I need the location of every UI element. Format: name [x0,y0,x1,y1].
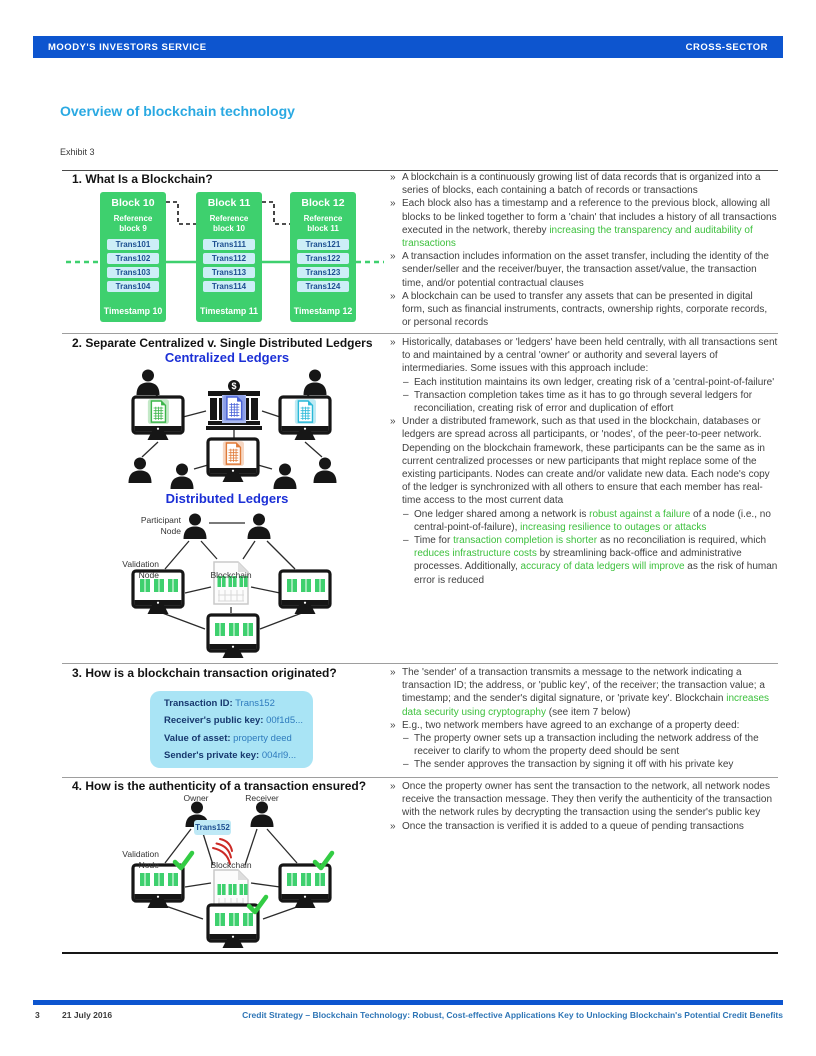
field-label: Value of asset: [164,732,231,744]
transaction-chip: Trans122 [297,253,349,264]
transaction-chip: Trans101 [107,239,159,250]
page-title: Overview of blockchain technology [60,103,295,119]
bullet-text: Each institution maintains its own ledger, creating risk of a 'central-point-of-failure' [414,376,775,388]
bullet-text: Historically, databases or 'ledgers' have been held centrally, with all transactions sent to and maintained by a central 'owner' or authority and several layers of intermediaries. Some issues with this approach include: [402,337,778,375]
footer-row [0,1010,816,1024]
bullet-marker: » [390,820,396,832]
bullet-marker: » [390,251,396,263]
bullet-item [390,389,778,415]
bullet-text: Transaction completion takes time as it has to go through several ledgers for reconciliation, creating risk of error and duplication of effort [414,389,753,415]
divider [62,333,778,334]
person-icon [137,370,160,396]
bullet-marker: » [390,781,396,792]
bullet-text: Once the transaction is verified it is added to a queue of pending transactions [402,820,744,832]
bullet-item [390,508,778,534]
bullet-marker: » [390,719,396,731]
checkmark-icon [175,853,192,868]
field-value: 00f1d5... [266,715,304,727]
field-label: Transaction ID: [164,697,233,709]
asset-value-row [164,733,313,744]
section-3-heading: 3. How is a blockchain transaction originated? [72,666,337,680]
monitor-icon [208,615,258,658]
owner-label: Owner [183,793,209,803]
person-icon [314,458,337,484]
section-4-heading: 4. How is the authenticity of a transaction ensured? [72,779,367,793]
footer-bar [33,1000,783,1005]
bullet-marker: » [390,172,396,183]
person-icon [248,514,271,540]
ledger-icon [148,399,169,424]
transaction-id-row [164,698,313,709]
section-1-heading: 1. What Is a Blockchain? [72,172,213,186]
bullet-text: The sender approves the transaction by signing it off with his private key [414,759,734,771]
bullet-marker: – [403,733,409,745]
bullet-text: Under a distributed framework, such as that used in the blockchain, databases or ledgers are spread across all participants, or 'nodes', of the peer-to-peer network. Depending on the blockchain framework, these participants can be the same as in current centralized processes or new participants that might replace some of the existing participants. Nodes can create and/or validate new data. Each node's copy of the ledger is synchronized with all others to ensure that each member has real-time access to the most current data [402,416,770,507]
brand-name: MOODY'S INVESTORS SERVICE [48,41,207,53]
section-3-bullets [390,666,778,772]
validation-node-label: Validation Node [122,559,159,580]
bullet-marker: – [403,759,409,771]
participant-node-label: Participant Node [140,515,181,536]
bullet-item [390,719,778,732]
monitor-icon [280,571,330,614]
trans152-chip: Trans152 [194,820,231,835]
section-4-bullets [390,780,778,833]
monitor-icon [280,865,330,908]
section-1-bullets [390,171,778,329]
bullet-item [390,171,778,197]
bullet-item [390,197,778,250]
authenticity-diagram [95,791,370,951]
block-connectors [62,190,392,270]
bullet-text: A transaction includes information on the asset transfer, including the identity of the sender/seller and the receiver/buyer, the transaction asset/value, the transaction time, and/or potential contractual clauses [402,251,769,289]
bullet-marker: » [390,337,396,348]
bullet-marker: » [390,198,396,210]
blockchain-document-icon [214,562,248,604]
distributed-ledgers-title: Distributed Ledgers [165,491,289,506]
bullet-text: The 'sender' of a transaction transmits a message to the network indicating a transaction ID; the address, or 'public key', of the receiver; the transaction value; a timestamp; and the sender's digital signature, or 'private key'. Blockchain increases data security using cryptography (see item 7 below) [402,667,770,718]
bank-icon [206,380,262,430]
person-icon [129,458,152,484]
bullet-text: The property owner sets up a transaction including the network address of the receiver to clarify to whom the property deed should be sent [414,733,759,758]
block-reference: Reference block 11 [303,214,343,234]
sector-label: CROSS-SECTOR [685,41,768,53]
bullet-marker: – [403,389,409,401]
field-value: 004rl9... [261,750,297,762]
field-label: Receiver's public key: [164,715,264,727]
person-icon [184,514,207,540]
page-number: 3 [35,1010,40,1020]
centralized-ledgers-title: Centralized Ledgers [164,350,290,365]
bullet-item [390,376,778,389]
block-reference: Reference block 10 [209,214,249,234]
footer-doc-title: Credit Strategy – Blockchain Technology: Robust, Cost-effective Applications Key to Unlocking Blockchain's Potential Credit Benefits [242,1010,783,1020]
transaction-chip: Trans121 [297,239,349,250]
bullet-text: E.g., two network members have agreed to an exchange of a property deed: [402,719,740,731]
ledger-icon [223,441,244,466]
receiver-label: Receiver [245,793,279,803]
field-label: Sender's private key: [164,750,260,762]
transaction-chip: Trans104 [107,281,159,292]
distributed-ledgers-diagram [95,509,370,664]
bullet-text: Time for transaction completion is shorter as no reconciliation is required, which reduces infrastructure costs by streamlining back-office and administrative processes. Additionally, accuracy of data ledgers will improve as the risk of human error is reduced [414,535,778,586]
bullet-item [390,250,778,290]
bullet-item [390,666,778,719]
person-icon [171,464,194,490]
bullet-marker: » [390,667,396,678]
transaction-chip: Trans103 [107,267,159,278]
transaction-chip: Trans102 [107,253,159,264]
bullet-text: A blockchain is a continuously growing list of data records that is organized into a series of blocks, each containing a batch of records or transactions [402,172,761,197]
bullet-text: One ledger shared among a network is robust against a failure of a node (i.e., no central-point-of-failure), increasing resilience to outages or attacks [414,508,771,533]
receiver-key-row [164,715,313,726]
person-icon [304,370,327,396]
monitor-icon [133,865,183,908]
transaction-chip: Trans114 [203,281,255,292]
transaction-chip: Trans111 [203,239,255,250]
sender-key-row [164,750,313,761]
person-icon [274,464,297,490]
transaction-chip: Trans113 [203,267,255,278]
transaction-detail-box [150,691,313,768]
transaction-chip: Trans124 [297,281,349,292]
field-value: Trans152 [235,697,275,709]
field-value: property deed [233,732,292,744]
block-title: Block 11 [207,197,251,209]
bullet-item [390,732,778,758]
bullet-item [390,415,778,507]
bullet-text: A blockchain can be used to transfer any assets that can be presented in digital form, such as financial instruments, contracts, ownership rights, corporate records, or personal records [402,290,768,329]
footer-date: 21 July 2016 [62,1010,113,1020]
header-bar [33,36,783,58]
bullet-item [390,780,778,820]
bullet-marker: – [403,535,409,547]
bullet-marker: » [390,416,396,428]
bullet-text: Once the property owner has sent the transaction to the network, all network nodes receive the transaction message. They then verify the authenticity of the transaction with the network rules by decrypting the transaction using the sender's public key [402,781,773,819]
bullet-item [390,820,778,833]
block-timestamp: Timestamp 11 [199,306,259,316]
section-2-heading: 2. Separate Centralized v. Single Distributed Ledgers [72,336,373,350]
person-icon [251,802,274,828]
bullet-marker: » [390,290,396,302]
bullet-item [390,758,778,771]
bullet-item [390,336,778,376]
block-timestamp: Timestamp 12 [293,306,353,316]
block-title: Block 10 [111,197,155,209]
validation-node-label: Validation Node [122,849,159,870]
centralized-ledgers-diagram [108,369,358,491]
block-title: Block 12 [301,197,345,209]
block-reference: Reference block 9 [113,214,153,234]
bullet-item [390,290,778,330]
divider [62,777,778,778]
blockchain-label: Blockchain [210,860,252,870]
bullet-marker: – [403,508,409,520]
bullet-item [390,534,778,587]
section-2-bullets [390,336,778,587]
monitor-icon [208,905,258,948]
exhibit-label: Exhibit 3 [60,147,95,157]
bullet-text: Each block also has a timestamp and a reference to the previous block, allowing all blocks to be linked together to form a 'chain' that includes a history of all transactions executed in the network, thereby increasing the transparency and auditability of transactions [402,198,777,250]
transaction-chip: Trans112 [203,253,255,264]
divider [62,952,778,954]
ledger-icon [295,399,316,424]
blockchain-label: Blockchain [210,570,252,580]
transaction-chip: Trans123 [297,267,349,278]
block-timestamp: Timestamp 10 [103,306,163,316]
bullet-marker: – [403,376,409,388]
